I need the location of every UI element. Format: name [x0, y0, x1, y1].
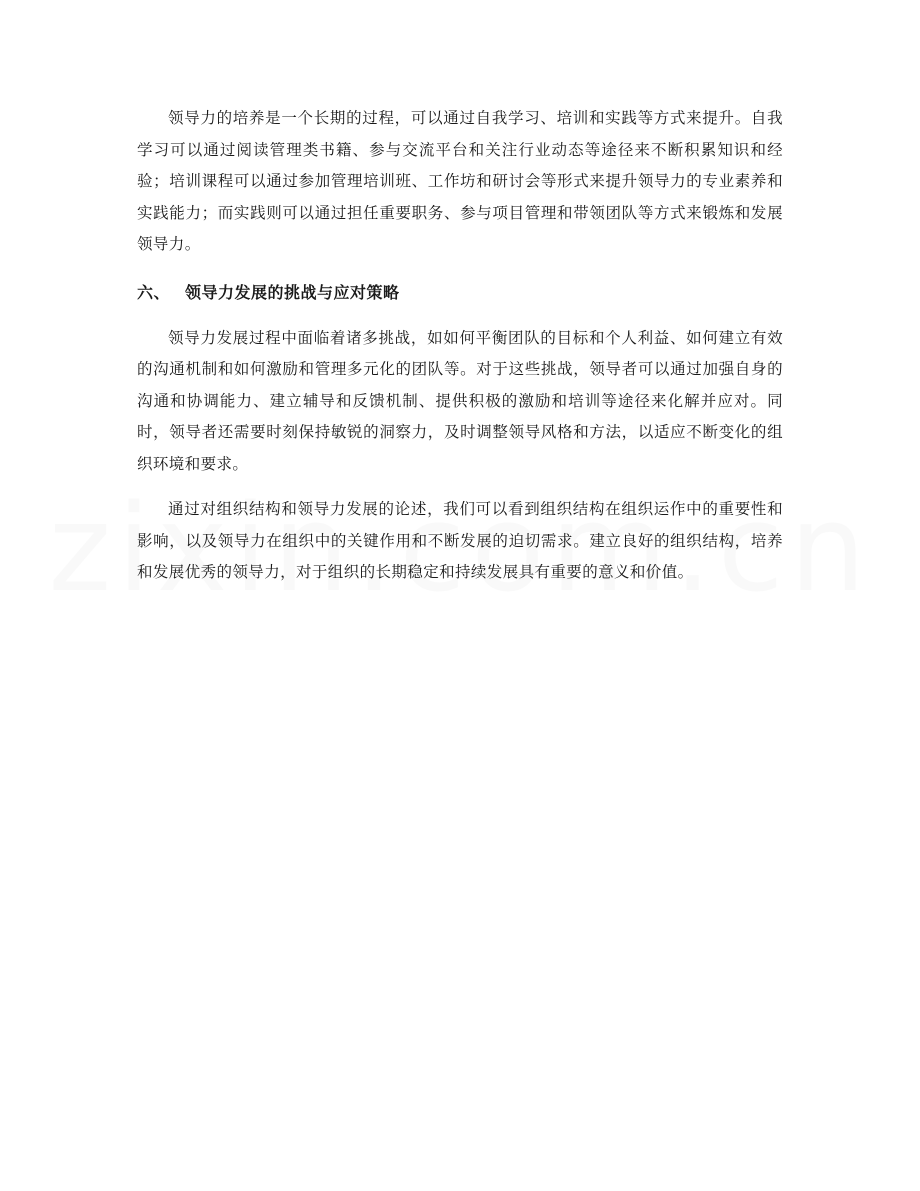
section-heading: [137, 281, 783, 305]
document-body: [137, 103, 783, 589]
paragraph-conclusion: 通过对组织结构和领导力发展的论述，我们可以看到组织结构在组织运作中的重要性和影响，以及领导力在组织中的关键作用和不断发展的迫切需求。建立良好的组织结构，培养和发展优秀的领导力，对于组织的长期稳定和持续发展具有重要的意义和价值。: [137, 500, 783, 581]
paragraph-leadership-cultivation: 领导力的培养是一个长期的过程，可以通过自我学习、培训和实践等方式来提升。自我学习可以通过阅读管理类书籍、参与交流平台和关注行业动态等途径来不断积累知识和经验；培训课程可以通过参加管理培训班、工作坊和研讨会等形式来提升领导力的专业素养和实践能力；而实践则可以通过担任重要职务、参与项目管理和带领团队等方式来锻炼和发展领导力。: [137, 109, 783, 253]
paragraph-challenges: 领导力发展过程中面临着诸多挑战，如如何平衡团队的目标和个人利益、如何建立有效的沟通机制和如何激励和管理多元化的团队等。对于这些挑战，领导者可以通过加强自身的沟通和协调能力、建立辅导和反馈机制、提供积极的激励和培训等途径来化解并应对。同时，领导者还需要时刻保持敏锐的洞察力，及时调整领导风格和方法，以适应不断变化的组织环境和要求。: [137, 328, 783, 473]
section-number: 六、: [137, 282, 171, 302]
section-title: 领导力发展的挑战与应对策略: [185, 282, 400, 302]
